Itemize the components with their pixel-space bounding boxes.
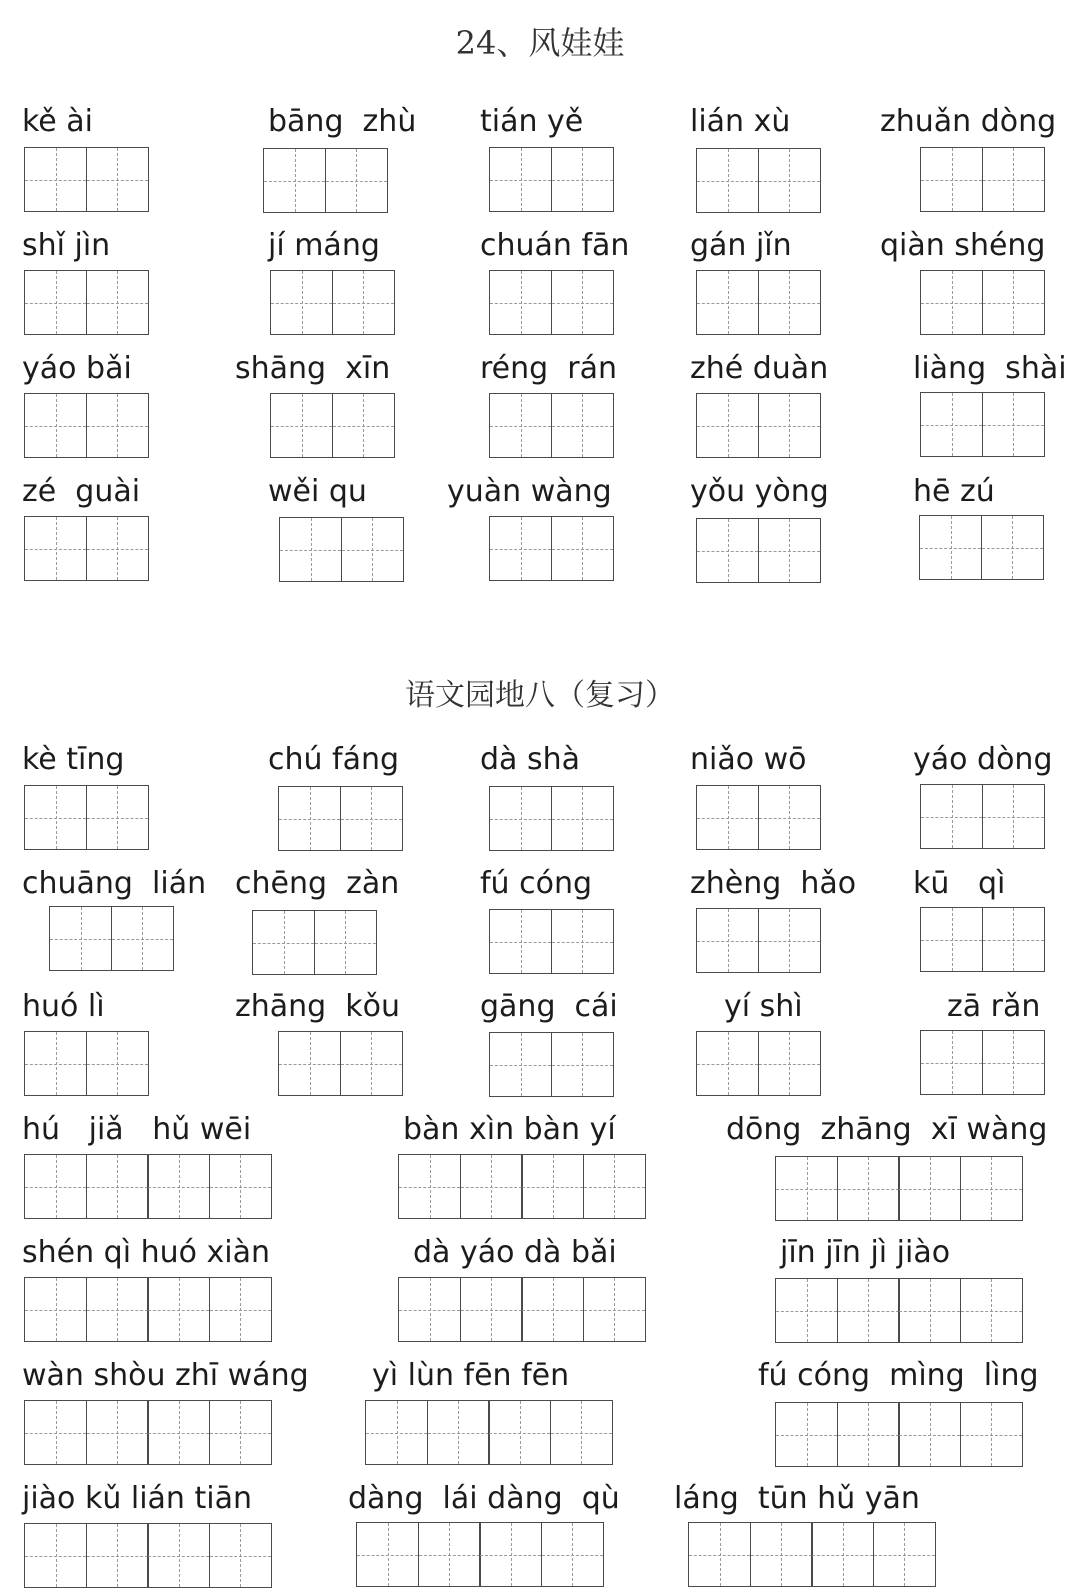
pinyin-label: dà shà (480, 742, 580, 777)
pinyin-label: niǎo wō (690, 742, 807, 777)
writing-box (340, 1031, 403, 1096)
writing-box (775, 1156, 838, 1221)
pinyin-label: hē zú (913, 474, 995, 509)
pinyin-label: gāng cái (480, 989, 618, 1024)
writing-box (982, 147, 1045, 212)
writing-box (551, 393, 614, 458)
tianzige-2 (489, 147, 614, 212)
writing-box (898, 1402, 961, 1467)
writing-box (551, 909, 614, 974)
pinyin-label: qiàn shéng (880, 228, 1046, 263)
pinyin-idiom-label: jiào kǔ lián tiān (22, 1481, 252, 1516)
writing-box (86, 393, 149, 458)
tianzige-2 (919, 515, 1044, 580)
tianzige-2 (49, 906, 174, 971)
tianzige-4 (356, 1522, 604, 1587)
writing-box (147, 1400, 210, 1465)
tianzige-2 (696, 785, 821, 850)
writing-box (460, 1154, 523, 1219)
tianzige-2 (696, 518, 821, 583)
writing-box (270, 393, 333, 458)
writing-box (775, 1278, 838, 1343)
tianzige-4 (398, 1154, 646, 1219)
writing-box (758, 1031, 821, 1096)
pinyin-label: chú fáng (268, 742, 400, 777)
tianzige-2 (270, 270, 395, 335)
writing-box (583, 1154, 646, 1219)
tianzige-4 (688, 1522, 936, 1587)
writing-box (24, 270, 87, 335)
writing-box (758, 393, 821, 458)
writing-box (489, 147, 552, 212)
writing-box (837, 1156, 900, 1221)
writing-box (920, 784, 983, 849)
writing-box (86, 1154, 149, 1219)
writing-box (811, 1522, 874, 1587)
pinyin-label: yáo bǎi (22, 351, 132, 386)
writing-box (981, 515, 1044, 580)
tianzige-2 (489, 1032, 614, 1097)
pinyin-label: jí máng (268, 228, 380, 263)
pinyin-label: kè tīng (22, 742, 125, 777)
pinyin-idiom-label: wàn shòu zhī wáng (22, 1358, 309, 1393)
tianzige-2 (920, 1030, 1045, 1095)
writing-box (837, 1402, 900, 1467)
writing-box (775, 1402, 838, 1467)
writing-box (488, 1400, 551, 1465)
pinyin-label: bāng zhù (268, 104, 417, 139)
pinyin-idiom-label: láng tūn hǔ yān (674, 1481, 920, 1516)
writing-box (86, 147, 149, 212)
tianzige-4 (775, 1278, 1023, 1343)
writing-box (24, 516, 87, 581)
writing-box (758, 785, 821, 850)
writing-box (920, 147, 983, 212)
writing-box (332, 393, 395, 458)
pinyin-idiom-label: dà yáo dà bǎi (413, 1235, 617, 1270)
writing-box (489, 909, 552, 974)
pinyin-idiom-label: dōng zhāng xī wàng (726, 1112, 1048, 1147)
writing-box (982, 1030, 1045, 1095)
writing-box (147, 1154, 210, 1219)
writing-box (24, 147, 87, 212)
tianzige-2 (24, 270, 149, 335)
writing-box (489, 1032, 552, 1097)
writing-box (24, 1523, 87, 1588)
writing-box (111, 906, 174, 971)
writing-box (365, 1400, 428, 1465)
pinyin-label: yǒu yòng (690, 474, 829, 509)
writing-box (332, 270, 395, 335)
tianzige-2 (24, 1031, 149, 1096)
writing-box (960, 1156, 1023, 1221)
tianzige-2 (24, 785, 149, 850)
pinyin-idiom-label: bàn xìn bàn yí (403, 1112, 616, 1147)
tianzige-4 (775, 1156, 1023, 1221)
pinyin-label: shāng xīn (235, 351, 391, 386)
tianzige-2 (920, 270, 1045, 335)
pinyin-label: chēng zàn (235, 866, 400, 901)
writing-box (24, 1154, 87, 1219)
writing-box (489, 270, 552, 335)
pinyin-idiom-label: jīn jīn jì jiào (780, 1235, 951, 1270)
writing-box (86, 1400, 149, 1465)
tianzige-2 (24, 516, 149, 581)
writing-box (209, 1523, 272, 1588)
pinyin-label: yáo dòng (913, 742, 1053, 777)
tianzige-2 (489, 270, 614, 335)
writing-box (489, 393, 552, 458)
writing-box (24, 1031, 87, 1096)
tianzige-4 (24, 1523, 272, 1588)
section1-title: 24、风娃娃 (455, 24, 625, 62)
writing-box (551, 516, 614, 581)
writing-box (147, 1277, 210, 1342)
writing-box (873, 1522, 936, 1587)
pinyin-label: kū qì (913, 866, 1006, 901)
tianzige-2 (278, 786, 403, 851)
writing-box (314, 910, 377, 975)
writing-box (696, 148, 759, 213)
writing-box (24, 785, 87, 850)
writing-box (24, 393, 87, 458)
writing-box (960, 1278, 1023, 1343)
tianzige-2 (696, 270, 821, 335)
writing-box (898, 1156, 961, 1221)
writing-box (86, 1031, 149, 1096)
writing-box (521, 1154, 584, 1219)
tianzige-2 (920, 147, 1045, 212)
writing-box (479, 1522, 542, 1587)
pinyin-label: zé guài (22, 474, 141, 509)
tianzige-4 (775, 1402, 1023, 1467)
writing-box (758, 270, 821, 335)
writing-box (209, 1154, 272, 1219)
writing-box (551, 270, 614, 335)
writing-box (209, 1277, 272, 1342)
pinyin-label: kě ài (22, 104, 94, 139)
writing-box (583, 1277, 646, 1342)
pinyin-label: tián yě (480, 104, 584, 139)
pinyin-label: chuán fān (480, 228, 630, 263)
writing-box (252, 910, 315, 975)
pinyin-label: zhèng hǎo (690, 866, 857, 901)
writing-box (427, 1400, 490, 1465)
pinyin-label: wěi qu (268, 474, 367, 509)
writing-box (920, 392, 983, 457)
writing-box (398, 1277, 461, 1342)
writing-box (86, 270, 149, 335)
pinyin-label: huó lì (22, 989, 105, 1024)
writing-box (960, 1402, 1023, 1467)
pinyin-label: réng rán (480, 351, 617, 386)
pinyin-label: gán jǐn (690, 228, 792, 263)
pinyin-label: lián xù (690, 104, 791, 139)
tianzige-2 (696, 393, 821, 458)
writing-box (278, 786, 341, 851)
writing-box (982, 392, 1045, 457)
section2-title: 语文园地八（复习） (405, 678, 675, 713)
pinyin-idiom-label: hú jiǎ hǔ wēi (22, 1112, 252, 1147)
tianzige-2 (696, 908, 821, 973)
writing-box (920, 1030, 983, 1095)
pinyin-label: liàng shài (913, 351, 1067, 386)
writing-box (551, 786, 614, 851)
writing-box (86, 516, 149, 581)
tianzige-2 (489, 909, 614, 974)
tianzige-2 (263, 148, 388, 213)
writing-box (340, 786, 403, 851)
writing-box (696, 270, 759, 335)
tianzige-2 (489, 516, 614, 581)
writing-box (278, 1031, 341, 1096)
writing-box (279, 517, 342, 582)
writing-box (837, 1278, 900, 1343)
pinyin-label: yuàn wàng (447, 474, 612, 509)
writing-box (460, 1277, 523, 1342)
writing-box (758, 908, 821, 973)
writing-box (489, 786, 552, 851)
pinyin-idiom-label: fú cóng mìng lìng (758, 1358, 1039, 1393)
tianzige-2 (278, 1031, 403, 1096)
tianzige-2 (270, 393, 395, 458)
writing-box (551, 147, 614, 212)
writing-box (758, 148, 821, 213)
writing-box (550, 1400, 613, 1465)
tianzige-4 (24, 1154, 272, 1219)
writing-box (489, 516, 552, 581)
tianzige-4 (398, 1277, 646, 1342)
pinyin-idiom-label: yì lùn fēn fēn (372, 1358, 570, 1393)
pinyin-label: chuāng lián (22, 866, 207, 901)
writing-box (541, 1522, 604, 1587)
writing-box (521, 1277, 584, 1342)
writing-box (341, 517, 404, 582)
writing-box (147, 1523, 210, 1588)
tianzige-4 (365, 1400, 613, 1465)
writing-box (49, 906, 112, 971)
writing-box (209, 1400, 272, 1465)
writing-box (325, 148, 388, 213)
pinyin-label: zā rǎn (947, 989, 1041, 1024)
pinyin-label: zhuǎn dòng (880, 104, 1057, 139)
tianzige-2 (696, 148, 821, 213)
pinyin-label: fú cóng (480, 866, 593, 901)
writing-box (696, 393, 759, 458)
writing-box (86, 785, 149, 850)
writing-box (696, 908, 759, 973)
tianzige-2 (24, 393, 149, 458)
writing-box (758, 518, 821, 583)
writing-box (696, 785, 759, 850)
tianzige-2 (920, 907, 1045, 972)
writing-box (919, 515, 982, 580)
writing-box (270, 270, 333, 335)
writing-box (551, 1032, 614, 1097)
tianzige-2 (489, 786, 614, 851)
writing-box (24, 1400, 87, 1465)
pinyin-idiom-label: dàng lái dàng qù (348, 1481, 620, 1516)
writing-box (418, 1522, 481, 1587)
tianzige-2 (920, 392, 1045, 457)
writing-box (688, 1522, 751, 1587)
pinyin-label: zhé duàn (690, 351, 829, 386)
tianzige-4 (24, 1400, 272, 1465)
writing-box (356, 1522, 419, 1587)
tianzige-2 (279, 517, 404, 582)
pinyin-label: shǐ jìn (22, 228, 111, 263)
writing-box (982, 784, 1045, 849)
writing-box (86, 1523, 149, 1588)
tianzige-4 (24, 1277, 272, 1342)
writing-box (750, 1522, 813, 1587)
tianzige-2 (696, 1031, 821, 1096)
writing-box (263, 148, 326, 213)
pinyin-label: yí shì (724, 989, 803, 1024)
writing-box (982, 270, 1045, 335)
writing-box (696, 518, 759, 583)
pinyin-label: zhāng kǒu (235, 989, 401, 1024)
writing-box (24, 1277, 87, 1342)
writing-box (982, 907, 1045, 972)
writing-box (696, 1031, 759, 1096)
writing-box (86, 1277, 149, 1342)
writing-box (920, 907, 983, 972)
writing-box (398, 1154, 461, 1219)
tianzige-2 (920, 784, 1045, 849)
pinyin-idiom-label: shén qì huó xiàn (22, 1235, 270, 1270)
tianzige-2 (252, 910, 377, 975)
writing-box (898, 1278, 961, 1343)
tianzige-2 (24, 147, 149, 212)
writing-box (920, 270, 983, 335)
tianzige-2 (489, 393, 614, 458)
